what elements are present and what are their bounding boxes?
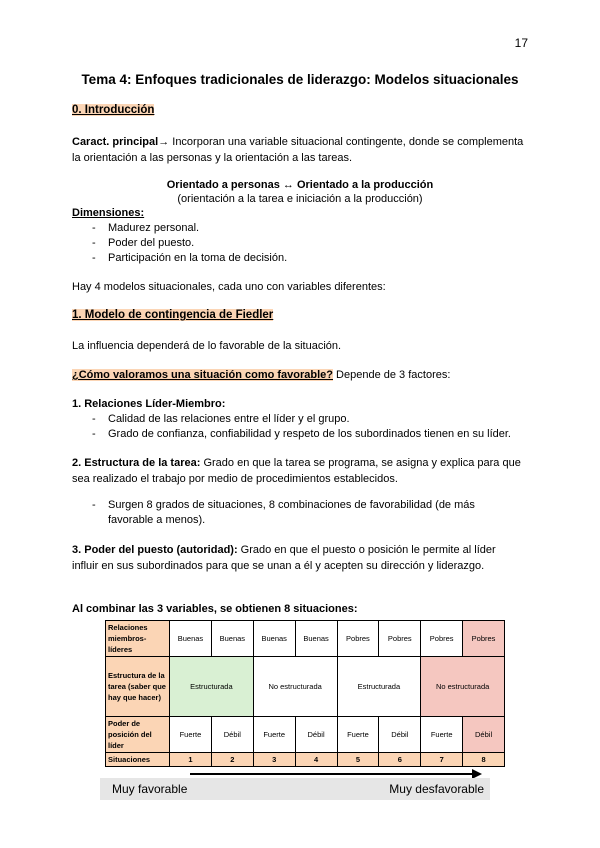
factor-3: 3. Poder del puesto (autoridad): Grado en que el puesto o posición le permite al líder influir en sus subordinados para que se unan a él y acepten su dirección y liderazgo. <box>72 544 496 572</box>
factor-2-item <box>72 498 532 528</box>
list-item: - Participación en la toma de decisión. <box>72 251 532 266</box>
list-item: - Madurez personal. <box>72 221 532 236</box>
page-number: 17 <box>514 36 528 50</box>
scale-left-label: Muy favorable <box>112 782 188 796</box>
combine-text: Al combinar las 3 variables, se obtienen 8 situaciones: <box>72 603 358 615</box>
list-item: - Surgen 8 grados de situaciones, 8 combinaciones de favorabilidad (de más favorable a menos). <box>72 498 532 528</box>
fiedler-heading: 1. Modelo de contingencia de Fiedler <box>72 309 274 321</box>
page-title: Tema 4: Enfoques tradicionales de liderazgo: Modelos situacionales <box>81 72 519 87</box>
intro-heading: 0. Introducción <box>72 104 155 116</box>
factor-1: 1. Relaciones Líder-Miembro: - Calidad de las relaciones entre el líder y el grupo. - Grado de confianza, confiabilidad y respeto de los subordinados tienen en su líder. <box>72 396 532 442</box>
influence-text: La influencia dependerá de lo favorable de la situación. <box>72 340 342 352</box>
orientation-line: Orientado a personas ↔ Orientado a la producción <box>166 179 434 191</box>
table-row: Estructura de la tarea (saber que hay que hacer) Estructurada No estructurada Estructurada No estructurada <box>106 657 505 717</box>
orientation-sub: (orientación a la tarea e iniciación a la producción) <box>177 193 423 205</box>
table-row: Poder de posición del líder Fuerte Débil Fuerte Débil Fuerte Débil Fuerte Débil <box>106 717 505 753</box>
favorability-arrow <box>190 773 474 775</box>
scale-right-label: Muy desfavorable <box>389 782 484 796</box>
list-item: - Grado de confianza, confiabilidad y respeto de los subordinados tienen en su líder. <box>72 427 532 442</box>
question-line: ¿Cómo valoramos una situación como favorable? Depende de 3 factores: <box>72 369 451 381</box>
favorability-scale <box>100 778 490 800</box>
list-item: - Poder del puesto. <box>72 236 532 251</box>
situations-table <box>105 620 505 767</box>
table-row: Relaciones miembros-líderes Buenas Buenas Buenas Buenas Pobres Pobres Pobres Pobres <box>106 621 505 657</box>
caract-paragraph: Caract. principal→ Incorporan una variable situacional contingente, donde se complementa la orientación a las personas y la orientación a las tareas. <box>72 136 524 164</box>
list-item: - Calidad de las relaciones entre el líder y el grupo. <box>72 412 532 427</box>
table-row: Situaciones 1 2 3 4 5 6 7 8 <box>106 753 505 767</box>
dimensions-block: Dimensiones: - Madurez personal. - Poder del puesto. - Participación en la toma de decisión. <box>72 205 532 266</box>
factor-2: 2. Estructura de la tarea: Grado en que la tarea se programa, se asigna y explica para que sea realizado el trabajo por medio de procedimientos establecidos. <box>72 457 521 485</box>
models-text: Hay 4 modelos situacionales, cada uno con variables diferentes: <box>72 281 386 293</box>
